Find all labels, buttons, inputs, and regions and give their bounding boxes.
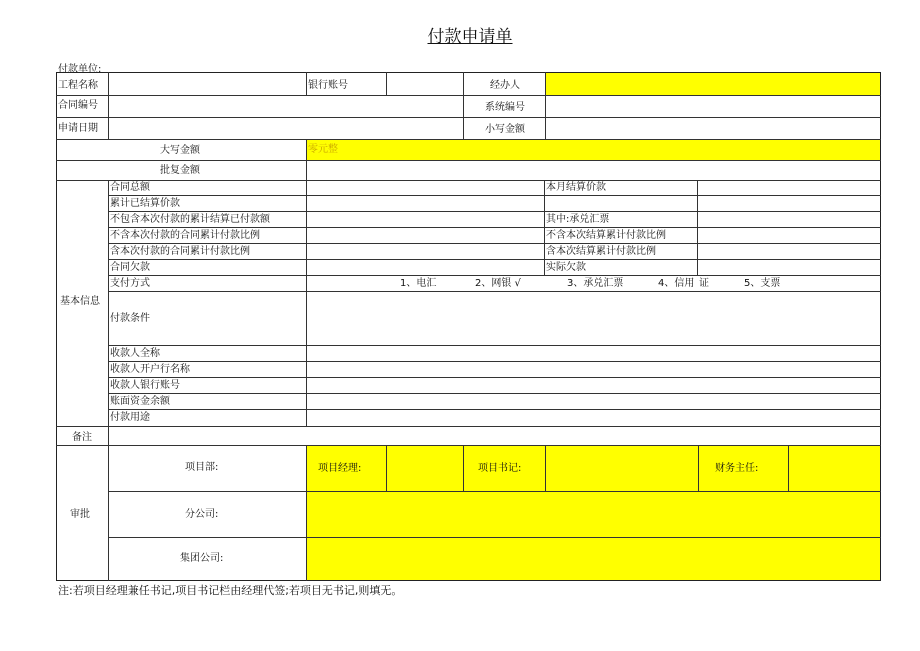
branch-sign[interactable] [308,493,878,535]
payment-purpose-label: 付款用途 [110,412,150,423]
actual-arrears-label: 实际欠款 [546,262,586,273]
amount-small-field[interactable] [547,118,877,138]
acceptance-bill-label: 其中:承兑汇票 [546,214,610,225]
finance-director-label: 财务主任: [715,463,759,474]
project-secretary-sign[interactable] [547,447,696,489]
footnote: 注:若项目经理兼任书记,项目书记栏由经理代签;若项目无书记,则填无。 [58,584,403,597]
handler-label: 经办人 [490,80,520,91]
payment-terms-label: 付款条件 [110,313,150,324]
group-label: 集团公司: [180,553,224,564]
amount-big-label: 大写金额 [160,145,200,156]
payee-account-label: 收款人银行账号 [110,380,180,391]
remarks-field[interactable] [110,428,878,444]
project-name-field[interactable] [110,74,304,94]
system-no-label: 系统编号 [485,102,525,113]
amount-big-value[interactable]: 零元整 [308,144,338,155]
amount-small-label: 小写金额 [485,124,525,135]
method-wire[interactable]: 1、电汇 [400,278,437,289]
cumulative-settled-label: 累计已结算价款 [110,198,180,209]
method-check[interactable]: 5、支票 [744,278,781,289]
payee-bank-label: 收款人开户行名称 [110,364,190,375]
handler-field[interactable] [547,74,877,94]
approved-amount-field[interactable] [308,162,878,179]
apply-date-field[interactable] [110,118,460,138]
contract-no-label: 合同编号 [58,100,98,111]
book-balance-label: 账面资金余额 [110,396,170,407]
group-sign[interactable] [308,539,878,579]
monthly-settlement-label: 本月结算价款 [546,182,606,193]
project-manager-sign[interactable] [388,447,461,489]
payee-name-label: 收款人全称 [110,348,160,359]
contract-no-field[interactable] [110,96,460,116]
method-online[interactable]: 2、网银 √ [475,278,521,289]
remarks-label: 备注 [72,432,92,443]
system-no-field[interactable] [547,96,877,116]
method-acceptance[interactable]: 3、承兑汇票 [567,278,624,289]
project-dept-label: 项目部: [185,462,219,473]
ratio-incl-current-label: 含本次付款的合同累计付款比例 [110,246,250,257]
settle-ratio-incl-label: 含本次结算累计付款比例 [546,246,656,257]
approved-amount-label: 批复金额 [160,165,200,176]
method-credit[interactable]: 4、信用 [658,278,695,289]
payment-method-label: 支付方式 [110,278,150,289]
project-name-label: 工程名称 [58,80,98,91]
method-credit-suffix: 证 [699,278,709,289]
basic-info-label: 基本信息 [60,296,100,307]
payer-unit-label: 付款单位: [58,64,102,75]
settle-ratio-excl-label: 不含本次结算累计付款比例 [546,230,666,241]
bank-account-field[interactable] [388,74,461,94]
form-title: 付款申请单 [427,27,513,47]
finance-director-sign[interactable] [790,447,878,489]
contract-total-label: 合同总额 [110,182,150,193]
project-secretary-label: 项目书记: [478,463,522,474]
approval-label: 审批 [70,509,90,520]
project-manager-label: 项目经理: [318,463,362,474]
paid-excl-current-label: 不包含本次付款的累计结算已付款额 [110,214,270,225]
contract-arrears-label: 合同欠款 [110,262,150,273]
apply-date-label: 申请日期 [58,123,98,134]
ratio-excl-current-label: 不含本次付款的合同累计付款比例 [110,230,260,241]
bank-account-label: 银行账号 [308,80,348,91]
branch-label: 分公司: [185,509,219,520]
